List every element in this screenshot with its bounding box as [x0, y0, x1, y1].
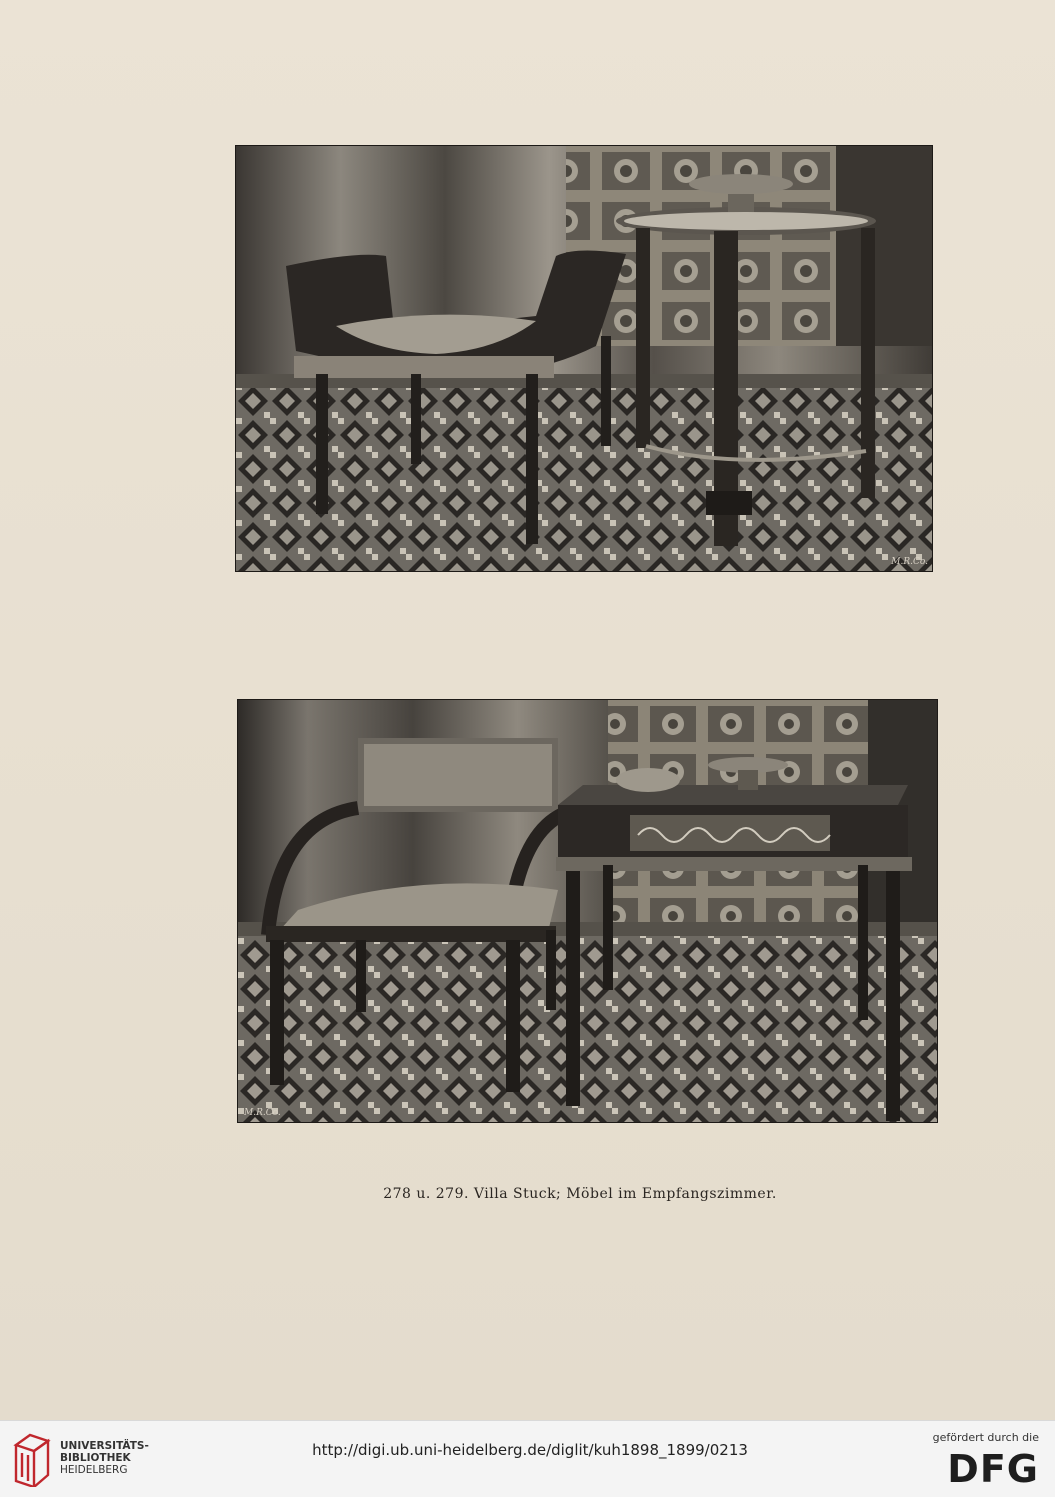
library-name-line1: UNIVERSITÄTS-	[60, 1440, 149, 1452]
photographer-monogram: M.R.Co.	[891, 557, 928, 567]
university-library-logo-icon	[12, 1431, 52, 1487]
sponsor-label: gefördert durch die	[932, 1431, 1039, 1444]
armchair-and-table-photo	[238, 700, 937, 1122]
dfg-logo: DFG	[947, 1447, 1039, 1491]
stool-and-table-photo	[236, 146, 932, 571]
library-name-line2: BIBLIOTHEK	[60, 1452, 131, 1464]
photo-plate-278	[236, 146, 932, 571]
library-name	[60, 1440, 149, 1476]
permalink-url[interactable]: http://digi.ub.uni-heidelberg.de/diglit/kuh1898_1899/0213	[312, 1441, 748, 1459]
library-name-line3: HEIDELBERG	[60, 1464, 128, 1476]
figure-caption: 278 u. 279. Villa Stuck; Möbel im Empfangszimmer.	[383, 1186, 777, 1202]
digitization-footer	[0, 1420, 1055, 1497]
photographer-monogram: M.R.Co.	[244, 1108, 281, 1118]
photo-plate-279	[238, 700, 937, 1122]
